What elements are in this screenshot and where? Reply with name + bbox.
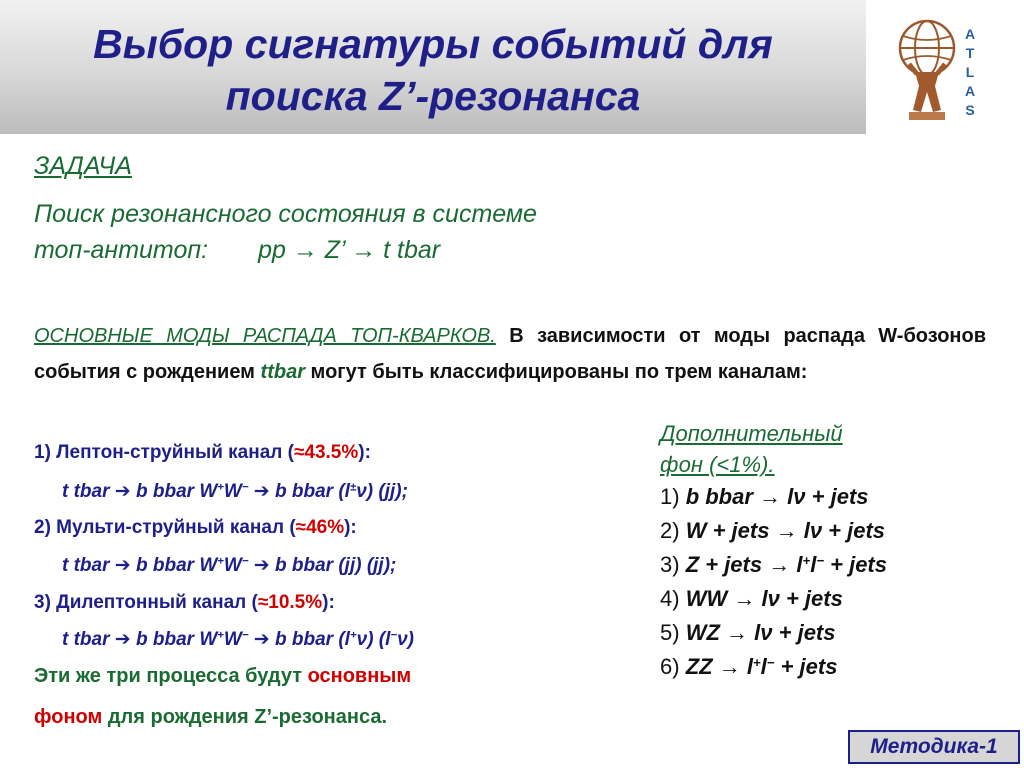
logo-letter: T [965,45,975,61]
conclusion-text: Эти же три процесса будут [34,665,302,687]
decay-modes-text-b: могут быть классифицированы по трем каналам: [310,361,808,383]
conclusion-highlight: основным [307,665,412,687]
channel-3-decay: t tbar ➔ b bbar W+W− ➔ b bbar (l+ν) (l−ν) [62,629,414,650]
decay-part: ) [407,629,414,650]
decay-modes-text-a: В зависимости от моды распада W-бозонов события с рождением [34,325,987,383]
slide-title-line2: поиска Z’-резонанса [225,73,641,119]
arrow-icon: → [351,236,377,264]
channel-1-suffix: ): [358,442,371,463]
arrow-icon: ➔ [114,555,131,576]
logo-letter: L [965,64,975,80]
channel-3-title [34,592,335,614]
channel-3-label: 3) Дилептонный канал ( [34,592,258,613]
channel-1-title [34,442,371,464]
channel-3-fraction: ≈10.5% [257,592,323,613]
decay-part: t tbar [62,629,115,650]
item-number: 5) [660,620,680,645]
item-lepton: l [761,586,768,611]
minus-sign: − [241,481,249,494]
arrow-icon: → [775,518,798,543]
channel-2-suffix: ): [344,517,357,538]
item-process: WZ [685,620,720,645]
item-tail: + jets [772,620,836,645]
logo-letter: S [965,102,975,118]
nu-symbol: ν [809,518,823,543]
list-item: 6) ZZ → l+l− + jets [660,654,838,679]
decay-part: b bbar W [130,629,218,650]
minus-sign: − [390,629,398,642]
nu-symbol: ν [356,629,368,650]
item-tail: + jets [824,552,887,577]
slide-title-line1: Выбор сигнатуры событий для [93,21,773,67]
plus-sign: + [802,552,811,568]
item-process: ZZ [685,654,713,679]
logo-letter: A [964,26,976,42]
reaction-intermediate: Z’ [324,236,345,264]
conclusion-highlight: фоном [34,706,103,728]
conclusion-text: для рождения Z’-резонанса. [107,706,388,728]
item-tail: + jets [779,586,843,611]
additional-background [660,418,887,684]
item-process: W + jets [685,518,770,543]
arrow-icon: ➔ [253,555,270,576]
ttbar-term: ttbar [260,361,305,383]
item-tail: + jets [822,518,886,543]
background-heading-line2: фон (<1%). [660,452,775,477]
reaction-final: t tbar [383,236,441,264]
minus-sign: − [816,552,825,568]
item-number: 4) [660,586,680,611]
list-item [660,480,887,514]
channel-2-fraction: ≈46% [295,517,345,538]
task-line1: Поиск резонансного состояния в системе [34,200,537,228]
decay-part: t tbar [62,555,115,576]
nu-symbol: ν [397,629,408,650]
channel-2-title [34,517,357,539]
nu-symbol: ν [793,484,806,509]
list-item [660,582,887,616]
arrow-icon: → [726,620,749,645]
decay-part: ) (l [367,629,391,650]
item-number: 3) [660,552,680,577]
item-lepton: l [754,620,761,645]
item-tail: + jets [774,654,838,679]
plus-sign: + [349,629,357,642]
decay-part: b bbar W [130,555,218,576]
decay-modes-label: ОСНОВНЫЕ МОДЫ РАСПАДА ТОП-КВАРКОВ. [34,325,496,347]
minus-sign: − [241,629,249,642]
conclusion-line2 [34,706,387,729]
task-text [34,196,794,268]
task-line2-label: топ-антитоп: [34,236,209,264]
plus-sign: + [217,555,224,568]
plus-sign: + [217,629,224,642]
item-lepton: l [787,484,794,509]
arrow-icon: ➔ [253,481,270,502]
item-number: 1) [660,484,680,509]
atlas-logo [895,14,985,126]
nu-symbol: ν [356,481,367,502]
task-heading: ЗАДАЧА [34,152,132,180]
item-number: 2) [660,518,680,543]
channel-3-suffix: ): [322,592,335,613]
channel-1-decay: t tbar ➔ b bbar W+W− ➔ b bbar (l±ν) (jj); [62,481,408,502]
item-process: b bbar [685,484,753,509]
decay-part: b bbar (l [269,629,350,650]
plus-minus-sign: ± [349,481,357,494]
arrow-icon: → [718,654,741,679]
reaction-initial: pp [258,236,286,264]
plus-sign: + [752,654,761,670]
decay-modes-paragraph [34,318,986,390]
methodology-button[interactable]: Методика-1 [848,730,1020,764]
channel-2-decay: t tbar ➔ b bbar W+W− ➔ b bbar (jj) (jj); [62,555,397,576]
item-lepton: l [796,552,803,577]
plus-sign: + [217,481,224,494]
logo-letter: A [964,83,976,99]
decay-part: b bbar (l [269,481,350,502]
decay-part: t tbar [62,481,115,502]
channel-2-label: 2) Мульти-струйный канал ( [34,517,296,538]
slide-title [0,18,866,122]
item-lepton: l [803,518,810,543]
arrow-icon: ➔ [253,629,270,650]
background-heading-line1: Дополнительный [660,421,843,446]
task-line2 [34,232,794,268]
arrow-icon: → [768,552,791,577]
arrow-icon: → [759,484,782,509]
arrow-icon: → [733,586,756,611]
nu-symbol: ν [760,620,773,645]
item-tail: + jets [805,484,869,509]
list-item [660,514,887,548]
nu-symbol: ν [767,586,780,611]
decay-part: ) (jj); [366,481,408,502]
arrow-icon: → [292,236,318,264]
minus-sign: − [241,555,249,568]
decay-part: b bbar (jj) (jj); [269,555,397,576]
list-item [660,616,887,650]
item-lepton: l [746,654,753,679]
item-number: 6) [660,654,680,679]
arrow-icon: ➔ [114,629,131,650]
list-item: 3) Z + jets → l+l− + jets [660,552,887,577]
minus-sign: − [766,654,775,670]
arrow-icon: ➔ [114,481,131,502]
item-process: WW [685,586,728,611]
conclusion-line1 [34,665,411,688]
channel-1-fraction: ≈43.5% [293,442,359,463]
decay-part: b bbar W [130,481,218,502]
item-process: Z + jets [685,552,763,577]
channel-1-label: 1) Лептон-струйный канал ( [34,442,294,463]
